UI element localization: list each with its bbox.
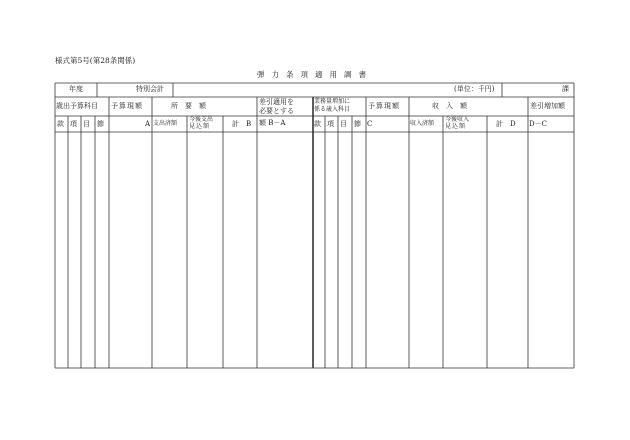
kan-subheader: 款 <box>57 120 64 128</box>
c-subheader: C <box>367 120 373 128</box>
rev-moku-subheader: 目 <box>340 120 347 128</box>
revenue-budget-amount-header: 予算現額 <box>368 102 400 110</box>
future-revenue-subheader-line2: 見込額 <box>445 123 467 130</box>
difference-header-line3: 額 B－A <box>259 119 286 127</box>
budget-amount-header: 予算現額 <box>111 102 143 110</box>
total-b-subheader: 計 B <box>232 120 252 128</box>
future-expense-subheader-line2: 見込額 <box>189 123 211 130</box>
rev-kou-subheader: 項 <box>327 120 334 128</box>
received-amount-subheader: 収入済額 <box>410 120 435 127</box>
division-label: 課 <box>562 85 569 93</box>
form-number-label: 様式第5号(第28条関係) <box>55 56 136 65</box>
difference-header-line2: 必要とする <box>259 107 294 115</box>
difference-header-line1: 差引適用を <box>259 98 294 106</box>
budget-items-header: 歳出予算科目 <box>56 102 98 110</box>
document-title: 弾力条項適用調書 <box>257 70 373 79</box>
kou-subheader: 項 <box>70 120 77 128</box>
paid-amount-subheader: 支出済額 <box>153 120 178 127</box>
total-d-subheader: 計 D <box>496 120 516 128</box>
fiscal-year-label: 年度 <box>69 85 83 93</box>
difference-increase-header: 差引増加額 <box>530 102 565 110</box>
revenue-items-header-line1: 業務量増加に <box>314 98 351 105</box>
revenue-amount-header: 収 入 額 <box>432 102 467 110</box>
future-expense-subheader-line1: 今後支出 <box>189 116 214 123</box>
required-amount-header: 所 要 額 <box>171 102 206 110</box>
unit-label: (単位：千円) <box>454 85 495 93</box>
revenue-items-header-line2: 係る歳入科目 <box>314 106 351 113</box>
rev-kan-subheader: 款 <box>314 120 321 128</box>
a-subheader: A <box>145 120 151 128</box>
moku-subheader: 目 <box>83 120 90 128</box>
special-account-label: 特別会計 <box>136 85 164 93</box>
future-revenue-subheader-line1: 今後収入 <box>445 116 470 123</box>
d-minus-c-subheader: D－C <box>529 120 547 128</box>
setsu-subheader: 節 <box>97 120 104 128</box>
rev-setsu-subheader: 節 <box>354 120 361 128</box>
